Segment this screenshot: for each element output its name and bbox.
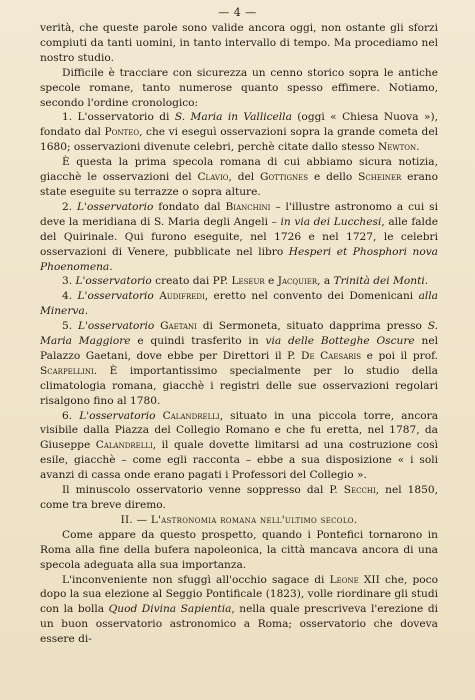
body-text (40, 21, 438, 647)
list-item-2: 2. L'osservatorio fondato dal Bianchini – l'illustre astronomo a cui si deve la meridiana di S. Maria degli Angeli – in via dei Lucchesi, alle falde del Quirinale. Qui furono eseguite, nel 1726 e nel 1727, le celebri osservazioni di Venere, pubblicate nel libro Hesperi et Phosphori nova Phoenomena. (40, 200, 438, 273)
paragraph-note: È questa la prima specola romana di cui abbiamo sicura notizia, giacchè le osservazioni del Clavio, del Gottignes e dello Scheiner erano state eseguite su terrazze o sopra alture. (40, 156, 438, 198)
paragraph-suppression: Il minuscolo osservatorio venne soppresso dal P. Secchi, nel 1850, come tra breve diremo. (40, 484, 438, 511)
paragraph-overview: Come appare da questo prospetto, quando i Pontefici tornarono in Roma alla fine della bufera napoleonica, la città mancava ancora di una specola adeguata alla sua importanza. (40, 528, 438, 571)
paragraph-intro: Difficile è tracciare con sicurezza un cenno storico sopra le antiche specole romane, tanto numerose quanto spesso effimere. Notiamo, secondo l'ordine cronologico: (40, 66, 438, 109)
paragraph-continuation: verità, che queste parole sono valide ancora oggi, non ostante gli sforzi compiuti da tanti uomini, in tanto intervallo di tempo. Ma procediamo nel nostro studio. (40, 22, 438, 64)
list-item-4: 4. L'osservatorio Audifredi, eretto nel convento dei Domenicani alla Minerva. (40, 290, 438, 318)
paragraph-leone: L'inconveniente non sfuggì all'occhio sagace di Leone XII che, poco dopo la sua elezione al Seggio Pontificale (1823), volle riordinare gli studi con la bolla Quod Divina Sapientia, nella quale prescriveva l'erezione di un buon osservatorio astronomico a Roma; osservatorio che doveva essere di- (40, 573, 438, 646)
list-item-3: 3. L'osservatorio creato dai PP. Leseur e Jacquier, a Trinità dei Monti. (62, 275, 429, 288)
list-item-6: 6. L'osservatorio Calandrelli, situato in una piccola torre, ancora visibile dalla Piazza del Collegio Romano e che fu eretta, nel 1787, da Giuseppe Calandrelli, il quale dovette limitarsi ad una costruzione così esile, giacchè – come egli racconta – ebbe a sua disposizione « i soli avanzi di cassa onde erano pagati i Professori del Collegio ». (40, 409, 439, 482)
page-number: — 4 — (218, 6, 257, 19)
section-heading: II. — L'astronomia romana nell'ultimo secolo. (120, 513, 358, 526)
list-item-1: 1. L'osservatorio di S. Maria in Vallicella (oggi « Chiesa Nuova »), fondato dal Ponteo, che vi eseguì osservazioni sopra la grande cometa del 1680; osservazioni divenute celebri, perchè citate dallo stesso Newton. (40, 111, 438, 154)
list-item-5: 5. L'osservatorio Gaetani di Sermoneta, situato dapprima presso S. Maria Maggiore e quindi trasferito in via delle Botteghe Oscure nel Palazzo Gaetani, dove ebbe per Direttori il P. De Caesaris e poi il prof. Scarpellini. È importantissimo specialmente per lo studio della climatologia romana, giacchè i registri delle sue osservazioni regolari risalgono fino al 1780. (40, 320, 439, 407)
